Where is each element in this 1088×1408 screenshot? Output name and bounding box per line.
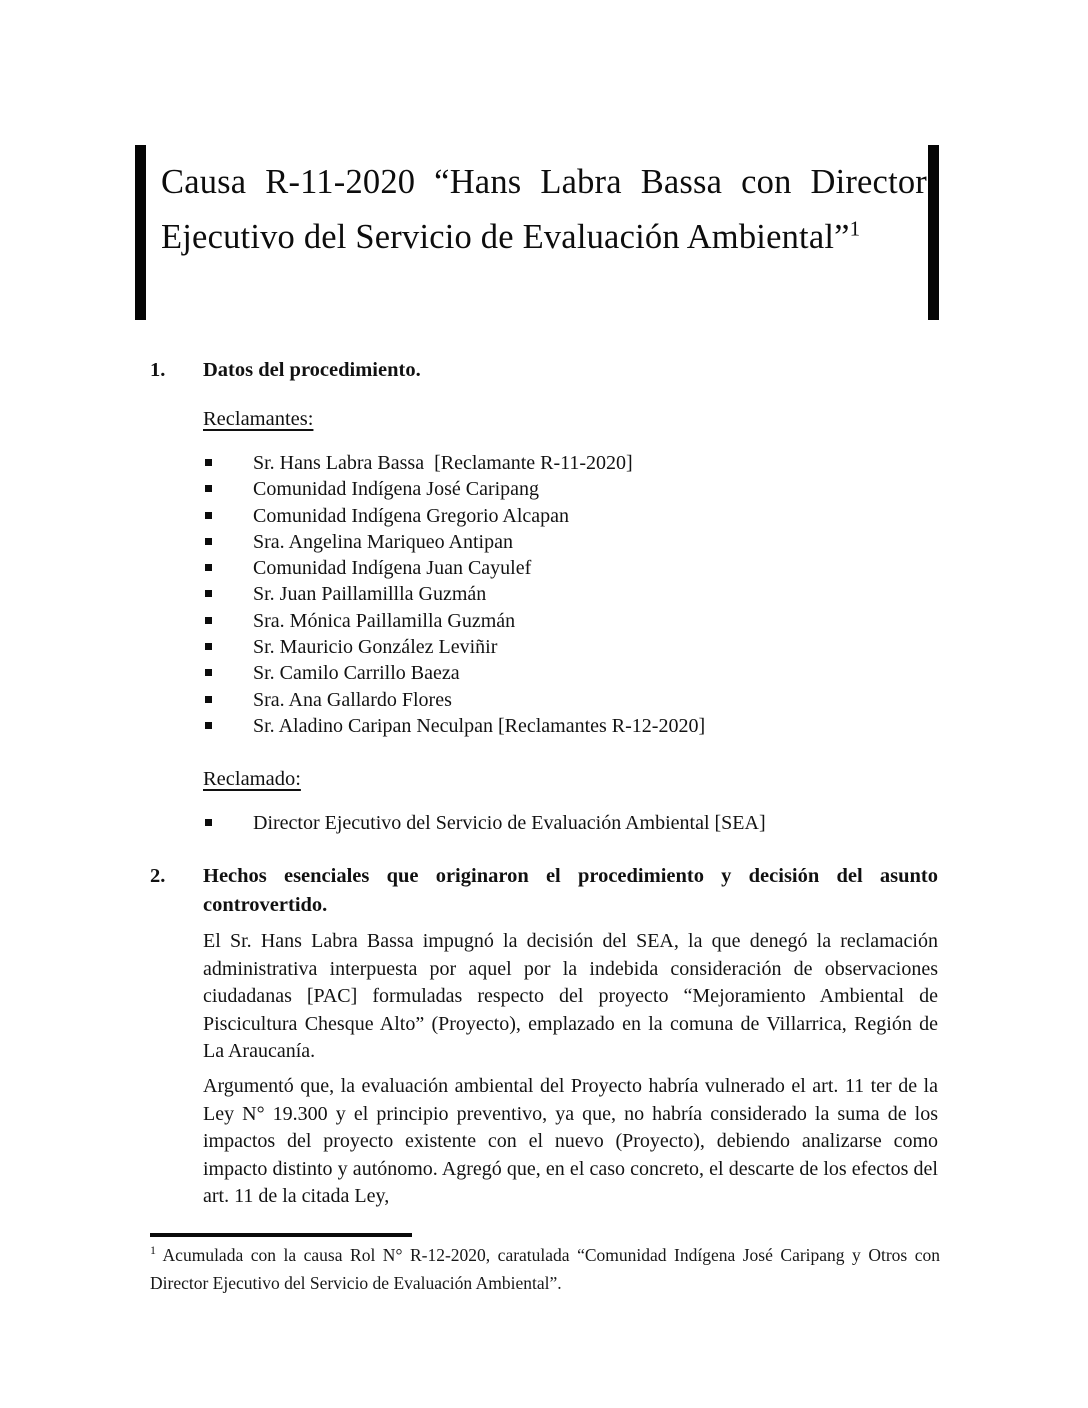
list-item xyxy=(205,555,705,581)
list-item-text: Comunidad Indígena José Caripang xyxy=(253,478,540,501)
footnote xyxy=(150,1242,940,1297)
footnote-text: Acumulada con la causa Rol N° R-12-2020, caratulada “Comunidad Indígena José Caripang y Otros con Director Ejecutivo del Servicio de Evaluación Ambiental”. xyxy=(150,1245,940,1293)
case-title: Causa R-11-2020 “Hans Labra Bassa con Director Ejecutivo del Servicio de Evaluación Ambiental” xyxy=(161,163,927,256)
list-item xyxy=(205,713,705,739)
list-item xyxy=(205,810,766,836)
footnote-ref: 1 xyxy=(150,1243,156,1258)
square-bullet-icon xyxy=(205,485,212,492)
section-1-heading: Datos del procedimiento. xyxy=(203,359,421,381)
section-2-heading-row xyxy=(150,862,938,919)
list-item-text: Sr. Juan Paillamillla Guzmán xyxy=(253,583,487,606)
section-1-number: 1. xyxy=(150,359,166,381)
list-item xyxy=(205,503,705,529)
reclamado-label: Reclamado: xyxy=(203,768,301,790)
case-title-banner xyxy=(135,145,939,320)
reclamado-list xyxy=(205,810,766,836)
list-item xyxy=(205,529,705,555)
list-item-text: Sr. Aladino Caripan Neculpan [Reclamantes R-12-2020] xyxy=(253,714,706,737)
list-item-text: Sr. Mauricio González Leviñir xyxy=(253,636,498,659)
list-item-text: Comunidad Indígena Juan Cayulef xyxy=(253,557,532,580)
list-item-text: Sr. Camilo Carrillo Baeza xyxy=(253,662,460,685)
square-bullet-icon xyxy=(205,564,212,571)
list-item xyxy=(205,450,705,476)
footnote-separator xyxy=(150,1233,412,1237)
section-2-number: 2. xyxy=(150,865,166,887)
square-bullet-icon xyxy=(205,617,212,624)
list-item-text: Director Ejecutivo del Servicio de Evaluación Ambiental [SEA] xyxy=(253,812,766,834)
square-bullet-icon xyxy=(205,669,212,676)
title-footnote-ref: 1 xyxy=(849,216,861,241)
list-item xyxy=(205,634,705,660)
list-item xyxy=(205,660,705,686)
list-item-text: Sr. Hans Labra Bassa [Reclamante R-11-2020] xyxy=(253,452,633,474)
square-bullet-icon xyxy=(205,722,212,729)
list-item-text: Sra. Ana Gallardo Flores xyxy=(253,688,452,711)
reclamantes-label: Reclamantes: xyxy=(203,408,314,430)
square-bullet-icon xyxy=(205,512,212,519)
list-item xyxy=(205,581,705,607)
square-bullet-icon xyxy=(205,819,212,826)
list-item-text: Sra. Mónica Paillamilla Guzmán xyxy=(253,609,516,632)
list-item xyxy=(205,476,705,502)
square-bullet-icon xyxy=(205,696,212,703)
square-bullet-icon xyxy=(205,643,212,650)
square-bullet-icon xyxy=(205,590,212,597)
section-1-heading-row xyxy=(150,356,938,385)
body-paragraph: Argumentó que, la evaluación ambiental del Proyecto habría vulnerado el art. 11 ter de la Ley N° 19.300 y el principio preventivo, ya que, no habría considerado la suma de los impactos del proyecto existente con el nuevo (Proyecto), debiendo analizarse como impacto distinto y autónomo. Agregó que, en el caso concreto, el descarte de los efectos del art. 11 de la citada Ley, xyxy=(203,1075,938,1208)
square-bullet-icon xyxy=(205,459,212,466)
list-item xyxy=(205,687,705,713)
square-bullet-icon xyxy=(205,538,212,545)
section-2-heading: Hechos esenciales que originaron el procedimiento y decisión del asunto controvertido. xyxy=(203,865,938,916)
body-paragraph: El Sr. Hans Labra Bassa impugnó la decisión del SEA, la que denegó la reclamación administrativa interpuesta por aquel por la indebida consideración de observaciones ciudadanas [PAC] formuladas respecto del proyecto “Mejoramiento Ambiental de Piscicultura Chesque Alto” (Proyecto), emplazado en la comuna de Villarrica, Región de La Araucanía. xyxy=(203,930,938,1063)
list-item-text: Sra. Angelina Mariqueo Antipan xyxy=(253,530,513,553)
reclamantes-list xyxy=(205,450,705,739)
list-item xyxy=(205,608,705,634)
list-item-text: Comunidad Indígena Gregorio Alcapan xyxy=(253,504,570,527)
